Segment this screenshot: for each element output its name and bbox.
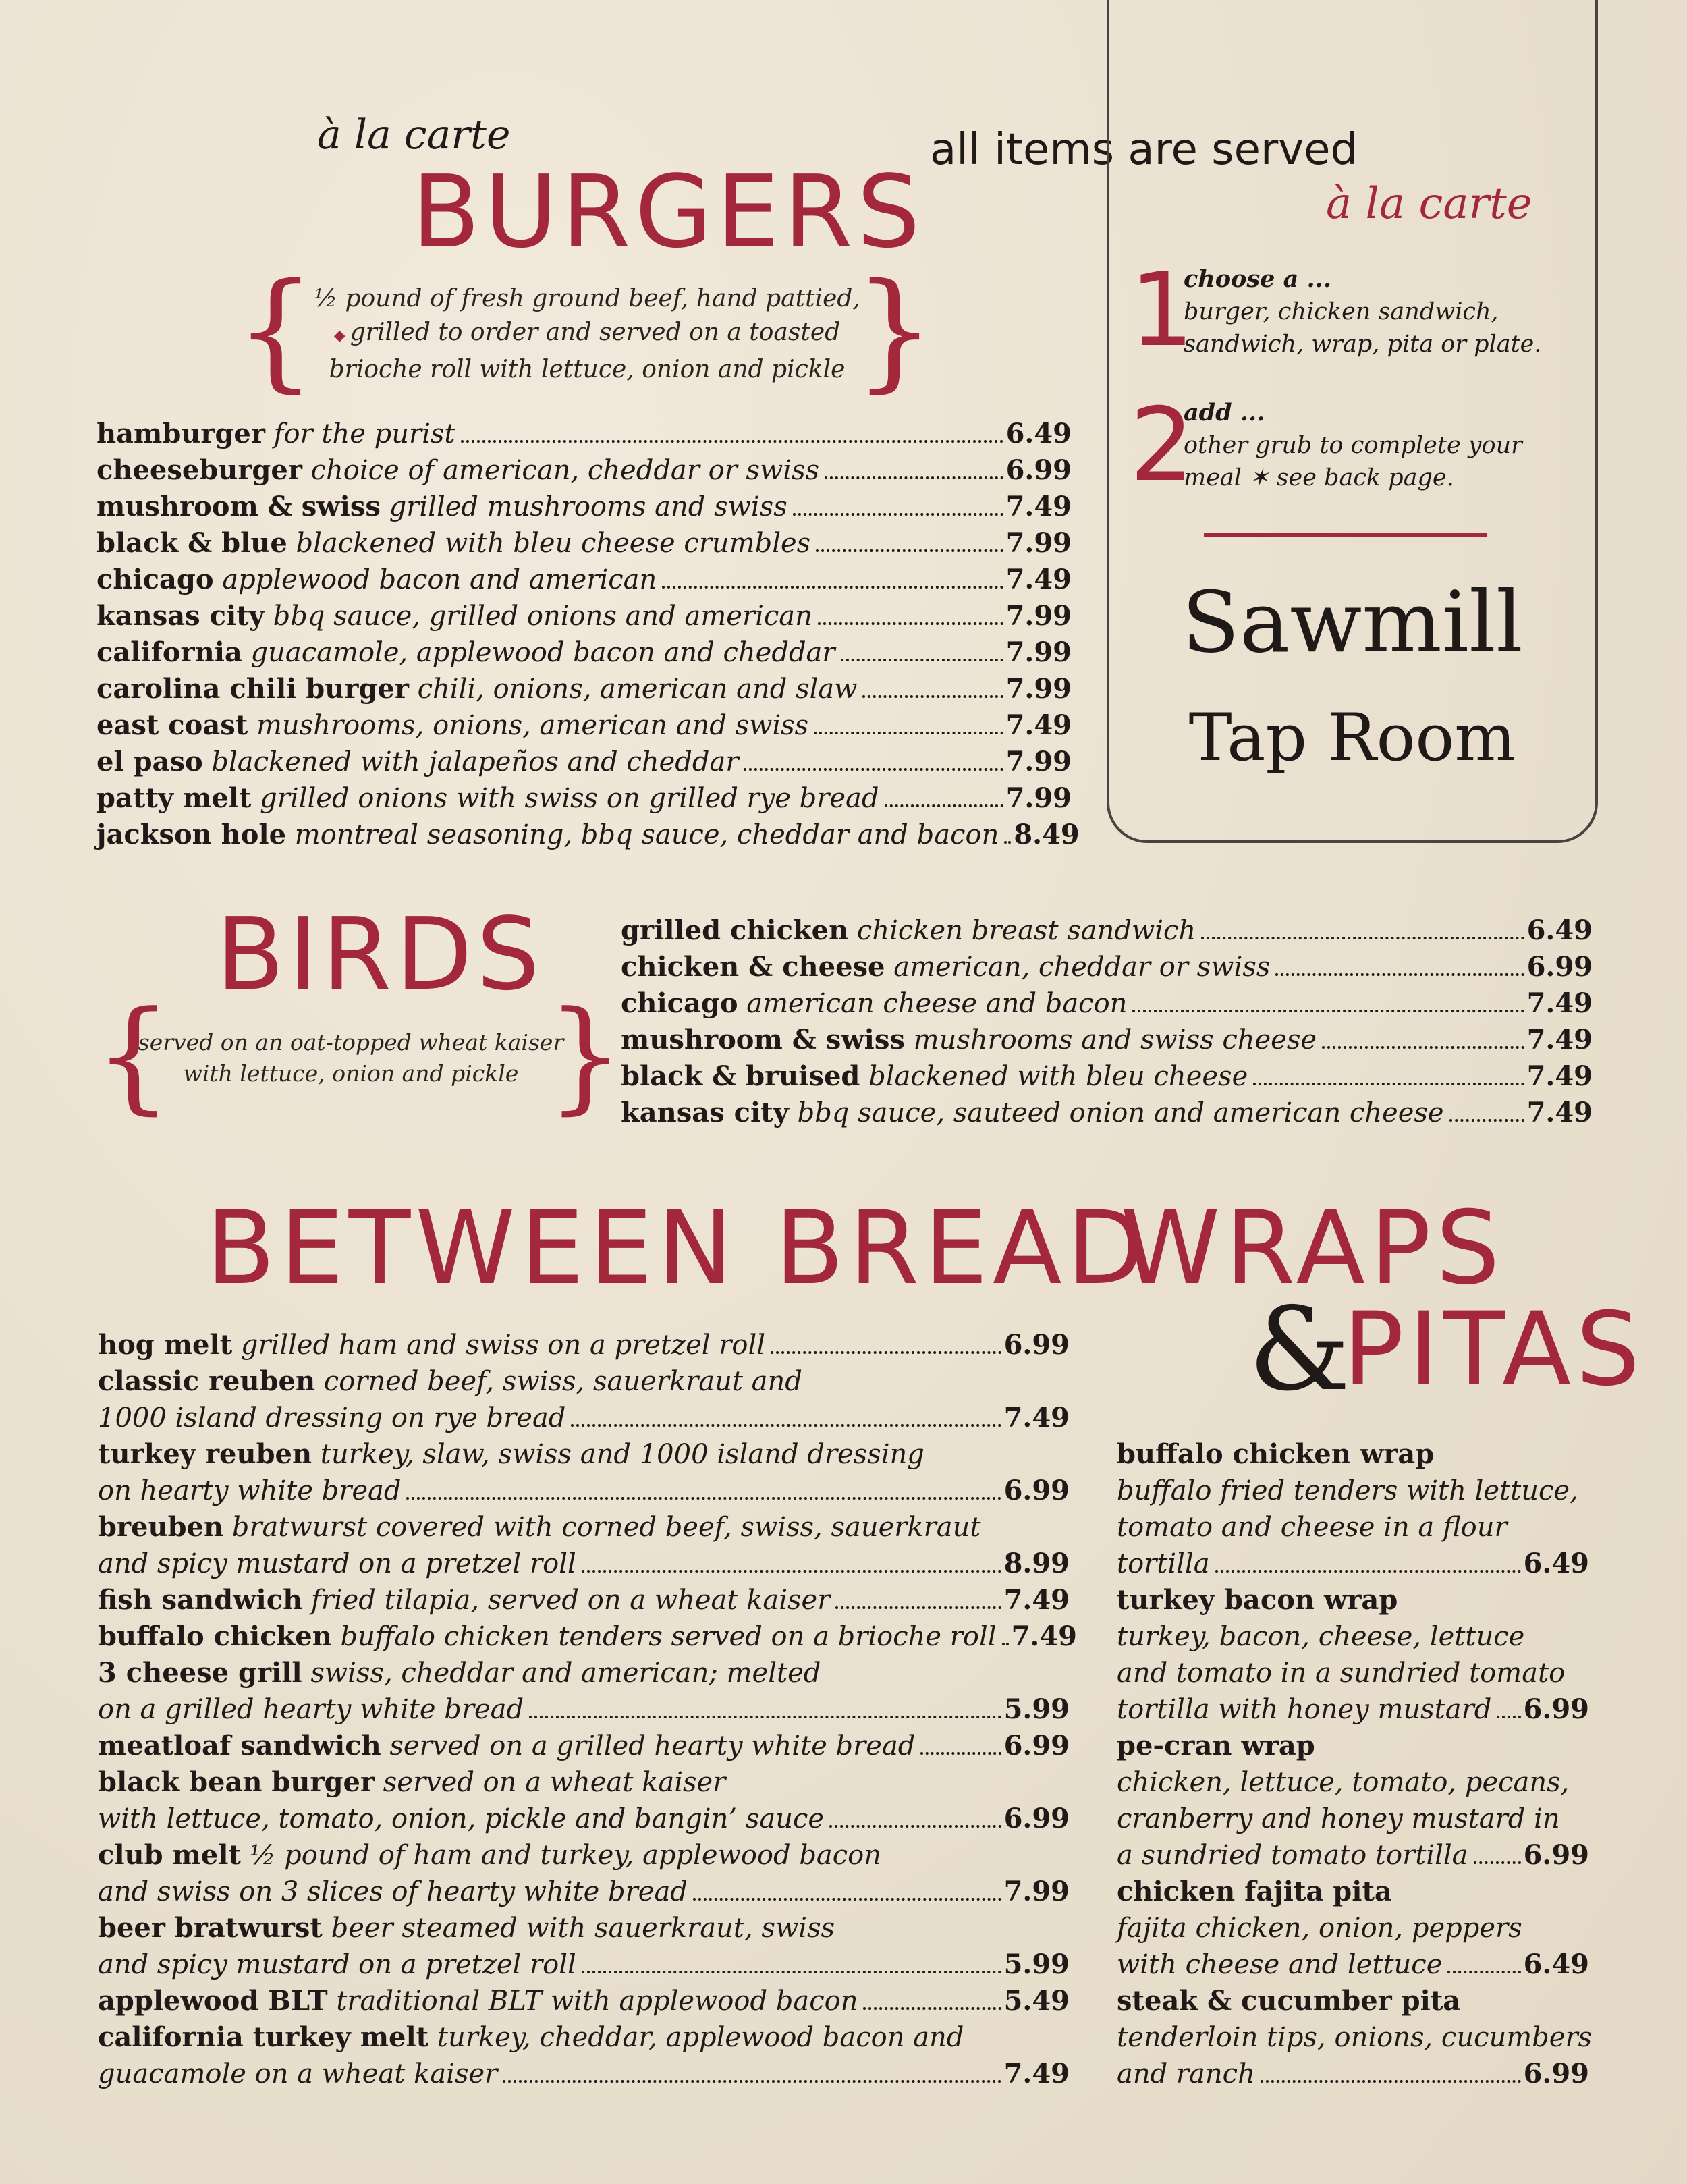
burgers-note-line: brioche roll with lettuce, onion and pickle xyxy=(329,356,846,383)
item-name: black bean burger xyxy=(98,1766,375,1798)
between-bread-line xyxy=(98,1910,1070,1946)
dot-leader xyxy=(503,2080,1001,2083)
item-price: 6.99 xyxy=(1523,1839,1589,1871)
item-price: 7.49 xyxy=(1005,491,1072,522)
burgers-note xyxy=(297,282,877,387)
wraps-title: WRAPS xyxy=(1120,1190,1505,1307)
item-description: choice of american, cheddar or swiss xyxy=(302,455,820,486)
item-description: american, cheddar or swiss xyxy=(885,952,1271,983)
dot-leader xyxy=(1253,1083,1524,1085)
dot-leader xyxy=(1275,973,1524,976)
between-bread-line xyxy=(98,1473,1070,1509)
dot-leader xyxy=(920,1752,1001,1755)
item-description: beer steamed with sauerkraut, swiss xyxy=(322,1913,835,1944)
between-bread-line xyxy=(98,1983,1070,2019)
item-price: 7.99 xyxy=(1005,600,1072,632)
wrap-line xyxy=(1117,2056,1589,2092)
burgers-list xyxy=(96,416,1080,853)
item-name: pe-cran wrap xyxy=(1117,1730,1315,1762)
step1-title: choose a ... xyxy=(1184,265,1332,293)
item-description: ½ pound of ham and turkey, applewood bacon xyxy=(240,1840,882,1871)
dot-leader xyxy=(885,804,1003,807)
item-description: and spicy mustard on a pretzel roll xyxy=(98,1548,576,1579)
item-description: applewood bacon and american xyxy=(213,564,657,595)
step2-title: add ... xyxy=(1184,399,1265,427)
item-description: blackened with jalapeños and cheddar xyxy=(202,746,739,777)
dot-leader xyxy=(862,695,1003,698)
bird-item xyxy=(621,1058,1593,1095)
item-price: 8.99 xyxy=(1003,1548,1070,1579)
dot-leader xyxy=(835,1606,1001,1609)
item-price: 7.99 xyxy=(1005,782,1072,814)
item-description: 1000 island dressing on rye bread xyxy=(98,1402,566,1434)
wrap-line xyxy=(1117,1436,1589,1473)
dot-leader xyxy=(744,768,1003,771)
step1-text xyxy=(1184,263,1542,360)
between-bread-line xyxy=(98,1655,1070,1691)
wrap-line xyxy=(1117,1582,1589,1618)
diamond-icon: ◆ xyxy=(333,327,350,344)
between-bread-line xyxy=(98,1327,1070,1363)
between-bread-line xyxy=(98,1728,1070,1764)
wrap-line xyxy=(1117,1764,1589,1801)
item-description: fajita chicken, onion, peppers xyxy=(1117,1913,1522,1944)
item-name: jackson hole xyxy=(96,819,287,850)
dot-leader xyxy=(1132,1010,1524,1012)
dot-leader xyxy=(1322,1046,1524,1049)
item-description: and ranch xyxy=(1117,2058,1255,2090)
between-bread-line xyxy=(98,1436,1070,1473)
birds-title: BIRDS xyxy=(216,896,544,1012)
between-bread-list xyxy=(98,1327,1077,2092)
item-name: el paso xyxy=(96,746,203,777)
logo-sawmill: Sawmill xyxy=(1182,574,1523,672)
step2-text xyxy=(1184,397,1522,494)
item-description: chicken breast sandwich xyxy=(848,915,1196,946)
item-name: applewood BLT xyxy=(98,1985,328,2017)
dot-leader xyxy=(1474,1861,1521,1864)
item-description: mushrooms and swiss cheese xyxy=(904,1025,1317,1056)
dot-leader xyxy=(662,586,1003,589)
panel-divider xyxy=(1204,533,1487,537)
burger-item xyxy=(96,416,1072,452)
item-name: breuben xyxy=(98,1511,224,1543)
dot-leader xyxy=(461,440,1003,443)
wrap-line xyxy=(1117,1473,1589,1509)
item-price: 6.49 xyxy=(1523,1548,1589,1579)
burger-item xyxy=(96,562,1072,598)
birds-note-line: with lettuce, onion and pickle xyxy=(183,1060,519,1087)
burger-item xyxy=(96,598,1072,634)
wrap-line xyxy=(1117,1509,1589,1546)
item-price: 6.49 xyxy=(1005,418,1072,449)
dot-leader xyxy=(1215,1570,1521,1573)
between-bread-line xyxy=(98,1546,1070,1582)
between-bread-line xyxy=(98,1801,1070,1837)
item-description: buffalo fried tenders with lettuce, xyxy=(1117,1475,1578,1506)
item-description: chicken, lettuce, tomato, pecans, xyxy=(1117,1767,1570,1798)
item-price: 6.49 xyxy=(1523,1948,1589,1980)
step1-line: burger, chicken sandwich, xyxy=(1184,298,1499,325)
dot-leader xyxy=(1002,1643,1009,1645)
item-name: club melt xyxy=(98,1839,241,1871)
ampersand-glyph: & xyxy=(1248,1283,1351,1417)
item-description: buffalo chicken tenders served on a brioche roll xyxy=(331,1621,997,1652)
dot-leader xyxy=(1201,937,1524,939)
a-la-carte-red: à la carte xyxy=(1326,179,1532,229)
wrap-line xyxy=(1117,1946,1589,1983)
dot-leader xyxy=(529,1716,1001,1718)
birds-note xyxy=(128,1027,574,1089)
wrap-line xyxy=(1117,1801,1589,1837)
item-description: guacamole, applewood bacon and cheddar xyxy=(242,637,835,668)
item-price: 7.49 xyxy=(1003,2058,1070,2090)
item-description: swiss, cheddar and american; melted xyxy=(302,1658,821,1689)
burger-item xyxy=(96,744,1072,780)
item-description: tomato and cheese in a flour xyxy=(1117,1512,1508,1543)
wrap-line xyxy=(1117,1874,1589,1910)
step2-number: 2 xyxy=(1130,387,1194,504)
item-name: cheeseburger xyxy=(96,454,302,486)
item-description: and spicy mustard on a pretzel roll xyxy=(98,1949,576,1980)
burger-item xyxy=(96,780,1072,817)
item-name: hamburger xyxy=(96,418,265,449)
item-description: served on a wheat kaiser xyxy=(375,1767,726,1798)
item-name: mushroom & swiss xyxy=(96,491,381,522)
burgers-title: BURGERS xyxy=(412,154,924,270)
between-bread-title: BETWEEN BREAD xyxy=(206,1190,1150,1307)
item-name: east coast xyxy=(96,709,248,741)
item-description: bbq sauce, grilled onions and american xyxy=(264,601,812,632)
item-description: tenderloin tips, onions, cucumbers xyxy=(1117,2022,1593,2053)
item-name: black & blue xyxy=(96,527,287,559)
item-price: 6.99 xyxy=(1005,454,1072,486)
item-description: mushrooms, onions, american and swiss xyxy=(248,710,809,741)
item-description: grilled mushrooms and swiss xyxy=(380,491,787,522)
dot-leader xyxy=(582,1570,1001,1573)
item-price: 7.99 xyxy=(1003,1876,1070,1907)
dot-leader xyxy=(863,2007,1001,2010)
dot-leader xyxy=(1261,2080,1521,2083)
item-description: and swiss on 3 slices of hearty white bread xyxy=(98,1876,688,1907)
between-bread-line xyxy=(98,1946,1070,1983)
item-price: 7.99 xyxy=(1005,527,1072,559)
item-description: turkey, slaw, swiss and 1000 island dressing xyxy=(312,1439,924,1470)
burger-item xyxy=(96,489,1072,525)
item-description: cranberry and honey mustard in xyxy=(1117,1803,1560,1834)
dot-leader xyxy=(829,1825,1001,1828)
item-name: california turkey melt xyxy=(98,2021,429,2053)
step2-line: other grub to complete your xyxy=(1184,432,1522,459)
logo-tap-room: Tap Room xyxy=(1188,700,1516,775)
item-description: blackened with bleu cheese xyxy=(860,1061,1248,1092)
item-description: served on a grilled hearty white bread xyxy=(381,1730,916,1762)
item-description: bratwurst covered with corned beef, swiss, sauerkraut xyxy=(223,1512,981,1543)
between-bread-line xyxy=(98,1837,1070,1874)
wrap-line xyxy=(1117,1691,1589,1728)
item-description: on hearty white bread xyxy=(98,1475,402,1506)
wrap-line xyxy=(1117,1983,1589,2019)
item-name: buffalo chicken wrap xyxy=(1117,1438,1435,1470)
dot-leader xyxy=(841,659,1003,661)
item-price: 7.49 xyxy=(1526,1024,1593,1056)
item-description: turkey, bacon, cheese, lettuce xyxy=(1117,1621,1525,1652)
between-bread-line xyxy=(98,1582,1070,1618)
item-price: 5.99 xyxy=(1003,1948,1070,1980)
burgers-note-line: ½ pound of fresh ground beef, hand pattied, xyxy=(314,285,860,312)
item-name: patty melt xyxy=(96,782,252,814)
item-price: 7.49 xyxy=(1005,564,1072,595)
item-description: grilled onions with swiss on grilled rye bread xyxy=(251,783,879,814)
item-price: 7.49 xyxy=(1005,709,1072,741)
wrap-line xyxy=(1117,1546,1589,1582)
item-name: steak & cucumber pita xyxy=(1117,1985,1461,2017)
burgers-note-line: ◆ grilled to order and served on a toasted xyxy=(333,319,841,346)
item-name: chicago xyxy=(96,564,214,595)
left-brace-icon: { xyxy=(94,985,172,1126)
item-name: meatloaf sandwich xyxy=(98,1730,381,1762)
item-name: hog melt xyxy=(98,1329,233,1361)
item-description: guacamole on a wheat kaiser xyxy=(98,2058,498,2090)
between-bread-line xyxy=(98,2019,1070,2056)
item-description: with lettuce, tomato, onion, pickle and bangin’ sauce xyxy=(98,1803,825,1834)
item-description: on a grilled hearty white bread xyxy=(98,1694,524,1725)
item-description: tortilla xyxy=(1117,1548,1210,1579)
dot-leader xyxy=(1447,1971,1520,1973)
wrap-line xyxy=(1117,1728,1589,1764)
bird-item xyxy=(621,1022,1593,1058)
wrap-line xyxy=(1117,2019,1593,2056)
item-description: a sundried tomato tortilla xyxy=(1117,1840,1468,1871)
item-description: grilled ham and swiss on a pretzel roll xyxy=(232,1330,766,1361)
item-name: buffalo chicken xyxy=(98,1620,332,1652)
between-bread-line xyxy=(98,1618,1077,1655)
dot-leader xyxy=(1004,841,1011,844)
item-description: fried tilapia, served on a wheat kaiser xyxy=(302,1585,831,1616)
between-bread-line xyxy=(98,1874,1070,1910)
dot-leader xyxy=(816,549,1003,552)
between-bread-line xyxy=(98,2056,1070,2092)
item-price: 6.99 xyxy=(1526,951,1593,983)
burger-item xyxy=(96,817,1080,853)
burger-item xyxy=(96,671,1072,707)
burger-item xyxy=(96,452,1072,489)
item-price: 7.99 xyxy=(1005,746,1072,777)
birds-note-line: served on an oat-topped wheat kaiser xyxy=(138,1029,564,1056)
item-price: 5.49 xyxy=(1003,1985,1070,2017)
item-price: 6.99 xyxy=(1003,1329,1070,1361)
between-bread-line xyxy=(98,1400,1070,1436)
item-price: 6.99 xyxy=(1003,1803,1070,1834)
dot-leader xyxy=(693,1898,1001,1901)
item-price: 7.49 xyxy=(1003,1584,1070,1616)
item-name: beer bratwurst xyxy=(98,1912,323,1944)
between-bread-line xyxy=(98,1363,1070,1400)
info-panel xyxy=(1107,0,1598,843)
item-name: black & bruised xyxy=(621,1060,860,1092)
item-description: with cheese and lettuce xyxy=(1117,1949,1443,1980)
item-price: 7.99 xyxy=(1005,636,1072,668)
item-name: classic reuben xyxy=(98,1365,316,1397)
item-price: 6.99 xyxy=(1003,1730,1070,1762)
item-name: turkey reuben xyxy=(98,1438,312,1470)
between-bread-line xyxy=(98,1691,1070,1728)
item-description: for the purist xyxy=(265,418,455,449)
item-name: mushroom & swiss xyxy=(621,1024,905,1056)
a-la-carte-small-heading: à la carte xyxy=(317,111,511,159)
all-items-served-text: all items are served xyxy=(930,125,1358,175)
item-price: 7.49 xyxy=(1526,1060,1593,1092)
item-description: traditional BLT with applewood bacon xyxy=(327,1986,858,2017)
item-name: carolina chili burger xyxy=(96,673,409,705)
item-description: bbq sauce, sauteed onion and american cheese xyxy=(788,1097,1444,1128)
burger-item xyxy=(96,634,1072,671)
item-name: 3 cheese grill xyxy=(98,1657,302,1689)
item-price: 7.49 xyxy=(1526,987,1593,1019)
bird-item xyxy=(621,912,1593,949)
item-description: and tomato in a sundried tomato xyxy=(1117,1658,1566,1689)
step1-number: 1 xyxy=(1130,252,1194,369)
item-name: california xyxy=(96,636,242,668)
bird-item xyxy=(621,949,1593,985)
dot-leader xyxy=(814,732,1003,734)
item-description: american cheese and bacon xyxy=(738,988,1128,1019)
dot-leader xyxy=(1449,1119,1524,1122)
item-price: 6.99 xyxy=(1523,1693,1589,1725)
item-name: kansas city xyxy=(621,1097,789,1128)
dot-leader xyxy=(818,622,1003,625)
wrap-line xyxy=(1117,1837,1589,1874)
between-bread-line xyxy=(98,1764,1070,1801)
item-name: grilled chicken xyxy=(621,914,849,946)
item-description: turkey, cheddar, applewood bacon and xyxy=(428,2022,964,2053)
right-brace-icon: } xyxy=(547,985,624,1126)
dot-leader xyxy=(825,476,1003,479)
item-price: 6.99 xyxy=(1003,1475,1070,1506)
wraps-list xyxy=(1117,1436,1593,2092)
dot-leader xyxy=(582,1971,1001,1973)
step1-line: sandwich, wrap, pita or plate. xyxy=(1184,331,1542,358)
burger-item xyxy=(96,707,1072,744)
dot-leader xyxy=(571,1424,1001,1427)
dot-leader xyxy=(793,513,1003,516)
item-price: 7.99 xyxy=(1005,673,1072,705)
between-bread-line xyxy=(98,1509,1070,1546)
item-price: 8.49 xyxy=(1014,819,1080,850)
item-price: 6.49 xyxy=(1526,914,1593,946)
step2-line: meal ✶ see back page. xyxy=(1184,464,1454,491)
wrap-line xyxy=(1117,1618,1589,1655)
right-brace-icon: } xyxy=(854,256,935,405)
item-description: montreal seasoning, bbq sauce, cheddar and bacon xyxy=(286,819,999,850)
left-brace-icon: { xyxy=(235,256,316,405)
burger-item xyxy=(96,525,1072,562)
bird-item xyxy=(621,985,1593,1022)
item-name: chicken fajita pita xyxy=(1117,1876,1392,1907)
bird-item xyxy=(621,1095,1593,1131)
item-price: 7.49 xyxy=(1011,1620,1077,1652)
item-name: kansas city xyxy=(96,600,265,632)
wrap-line xyxy=(1117,1910,1589,1946)
item-name: chicken & cheese xyxy=(621,951,885,983)
birds-list xyxy=(621,912,1593,1131)
item-description: chili, onions, american and slaw xyxy=(408,674,858,705)
pitas-title: PITAS xyxy=(1343,1291,1645,1409)
dot-leader xyxy=(771,1351,1001,1354)
item-price: 7.49 xyxy=(1526,1097,1593,1128)
dot-leader xyxy=(406,1497,1001,1500)
item-name: chicago xyxy=(621,987,738,1019)
item-price: 7.49 xyxy=(1003,1402,1070,1434)
dot-leader xyxy=(1497,1716,1520,1718)
item-description: tortilla with honey mustard xyxy=(1117,1694,1492,1725)
item-description: blackened with bleu cheese crumbles xyxy=(287,528,811,559)
item-name: turkey bacon wrap xyxy=(1117,1584,1398,1616)
item-description: corned beef, swiss, sauerkraut and xyxy=(315,1366,802,1397)
item-name: fish sandwich xyxy=(98,1584,303,1616)
wrap-line xyxy=(1117,1655,1589,1691)
item-price: 5.99 xyxy=(1003,1693,1070,1725)
item-price: 6.99 xyxy=(1523,2058,1589,2090)
